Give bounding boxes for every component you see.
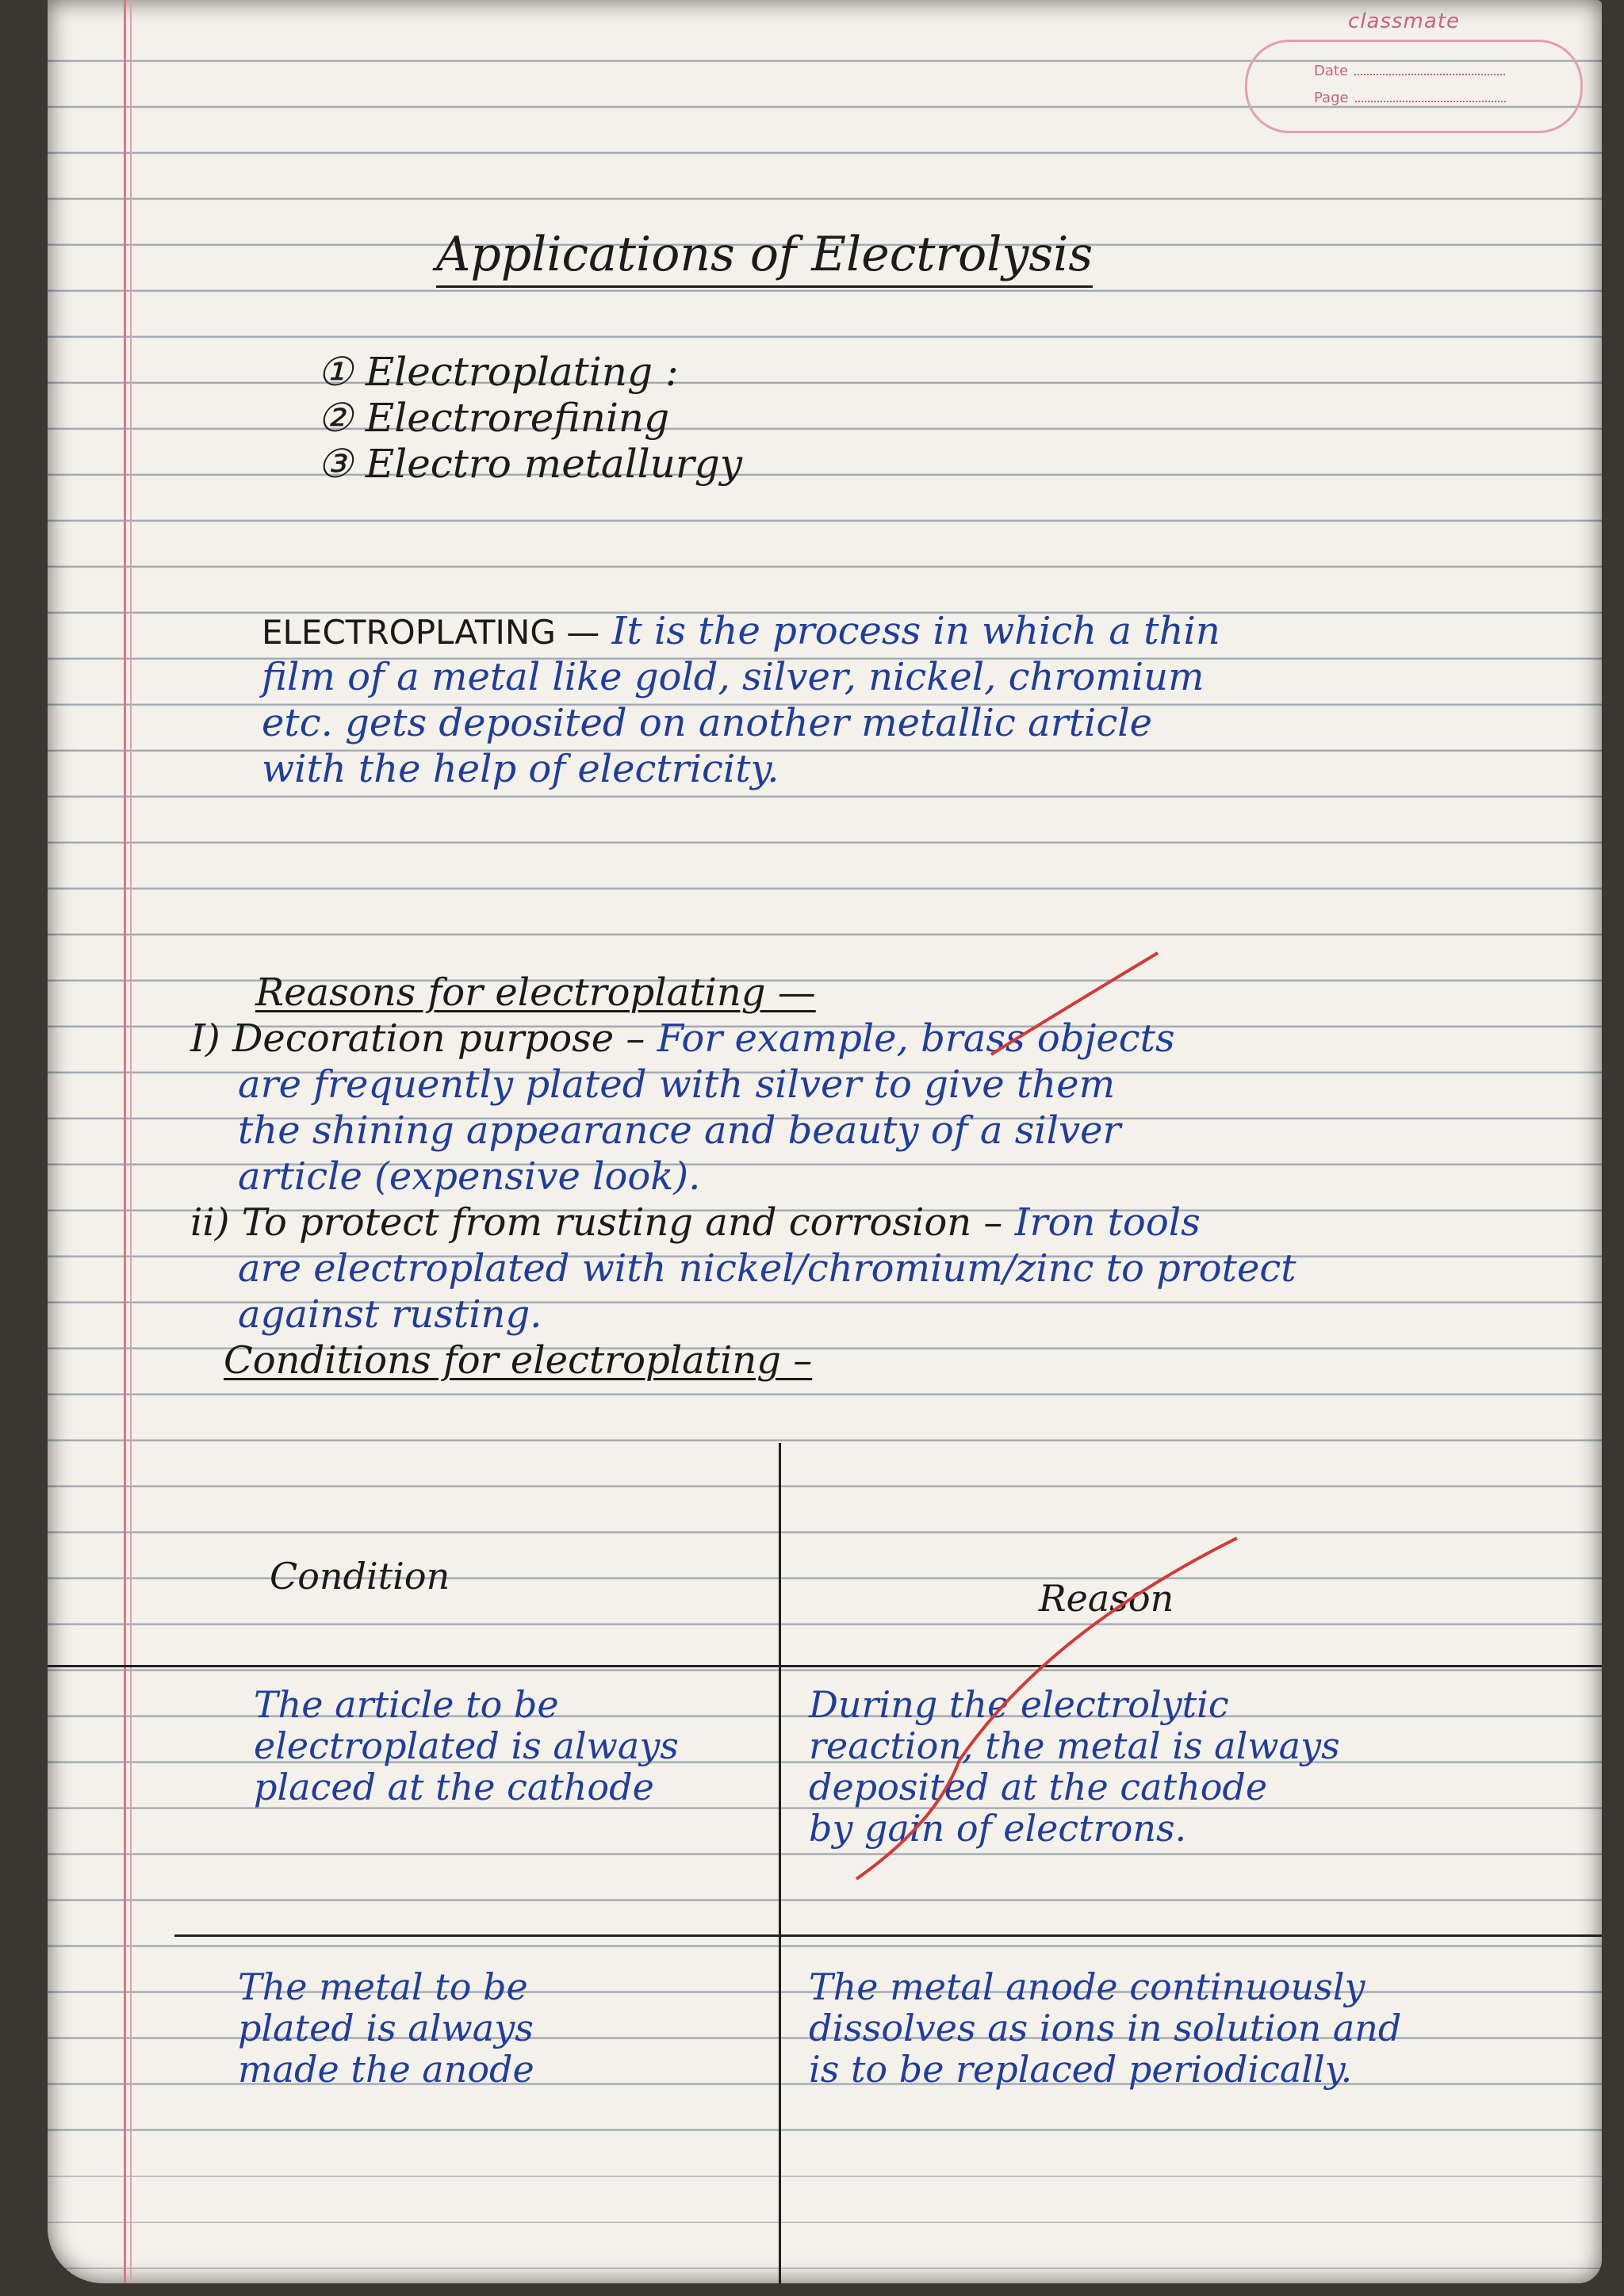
margin-line-inner	[130, 0, 132, 2283]
table-rule-row	[174, 1934, 1602, 1937]
page-title: Applications of Electrolysis	[436, 227, 1093, 288]
table-rule-header	[48, 1665, 1602, 1667]
definition-line-2: film of a metal like gold, silver, nickel, chromium	[262, 655, 1205, 699]
brand-logo: classmate	[1348, 10, 1460, 33]
definition-line-3: etc. gets deposited on another metallic article	[262, 701, 1153, 745]
table-row-1-condition: The article to be electroplated is always placed at the cathode	[254, 1683, 679, 1808]
reason-1-line-4: article (expensive look).	[238, 1154, 701, 1199]
reason-2-line-2: are electroplated with nickel/chromium/zinc to protect	[238, 1246, 1297, 1291]
list-item: ② Electrorefining	[317, 395, 670, 441]
definition-line-1: ELECTROPLATING — It is the process in which a thin	[262, 609, 1220, 653]
reason-2-line-1: ii) To protect from rusting and corrosion – Iron tools	[190, 1200, 1201, 1245]
red-check-mark-reasons	[983, 943, 1174, 1062]
reasons-heading: Reasons for electroplating —	[255, 970, 816, 1015]
table-divider-vertical	[779, 1443, 781, 2283]
date-page-box	[1245, 40, 1583, 133]
reason-2-line-3: against rusting.	[238, 1292, 542, 1337]
margin-line	[124, 0, 126, 2283]
conditions-heading: Conditions for electroplating –	[224, 1338, 813, 1383]
page-field: Page	[1314, 90, 1506, 106]
table-header-reason: Reason	[1039, 1577, 1174, 1620]
definition-line-4: with the help of electricity.	[262, 747, 779, 791]
table-row-1-reason: During the electrolytic reaction, the metal is always deposited at the cathode by gain of electrons.	[809, 1683, 1340, 1850]
reason-1-line-3: the shining appearance and beauty of a silver	[238, 1108, 1121, 1153]
definition-term: ELECTROPLATING —	[262, 613, 600, 652]
reason-1-line-1: I) Decoration purpose – For example, brass objects	[190, 1016, 1175, 1061]
table-header-condition: Condition	[270, 1555, 450, 1598]
notebook-page	[48, 0, 1602, 2283]
red-check-mark-table	[841, 1522, 1253, 1903]
applications-list	[317, 349, 742, 487]
date-field: Date	[1314, 63, 1505, 79]
table-row-2-condition: The metal to be plated is always made the anode	[238, 1965, 534, 2091]
reason-1-line-2: are frequently plated with silver to give them	[238, 1062, 1116, 1107]
list-item: ① Electroplating :	[317, 349, 679, 395]
table-row-2-reason: The metal anode continuously dissolves as ions in solution and is to be replaced periodically.	[809, 1965, 1402, 2091]
list-item: ③ Electro metallurgy	[317, 441, 743, 487]
